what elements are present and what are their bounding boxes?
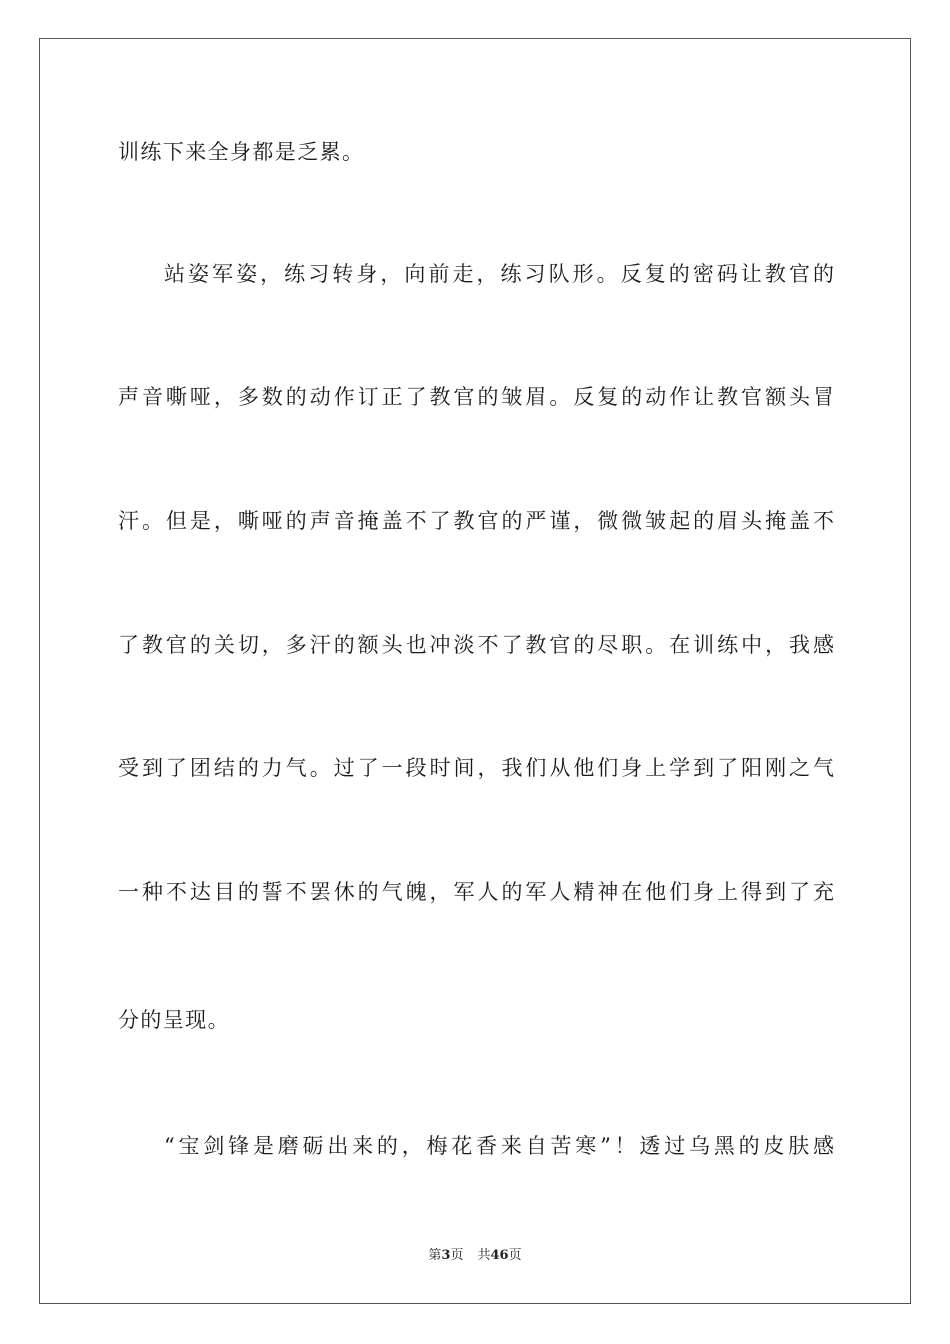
total-label-suffix: 页 [508, 1248, 522, 1263]
page-border [39, 38, 911, 1304]
text-line-4: 汗。但是，嘶哑的声音掩盖不了教官的严谨，微微皱起的眉头掩盖不 [118, 509, 834, 533]
text-line-2: 站姿军姿，练习转身，向前走，练习队形。反复的密码让教官的 [164, 262, 834, 286]
page-label-suffix: 页 [450, 1248, 464, 1263]
current-page-number: 3 [441, 1248, 451, 1263]
text-line-1: 训练下来全身都是乏累。 [118, 140, 365, 164]
text-line-7: 一种不达目的誓不罢休的气魄，军人的军人精神在他们身上得到了充 [118, 880, 834, 904]
total-page-count: 46 [490, 1248, 509, 1263]
page-label-prefix: 第 [428, 1248, 442, 1263]
text-line-9: “宝剑锋是磨砺出来的，梅花香来自苦寒”！透过乌黑的皮肤感 [164, 1134, 834, 1158]
page-footer [0, 1247, 950, 1265]
text-line-5: 了教官的关切，多汗的额头也冲淡不了教官的尽职。在训练中，我感 [118, 633, 834, 657]
text-line-8: 分的呈现。 [118, 1008, 230, 1032]
text-line-3: 声音嘶哑，多数的动作订正了教官的皱眉。反复的动作让教官额头冒 [118, 385, 834, 409]
total-label-prefix: 共 [477, 1248, 491, 1263]
text-line-6: 受到了团结的力气。过了一段时间，我们从他们身上学到了阳刚之气 [118, 756, 834, 780]
